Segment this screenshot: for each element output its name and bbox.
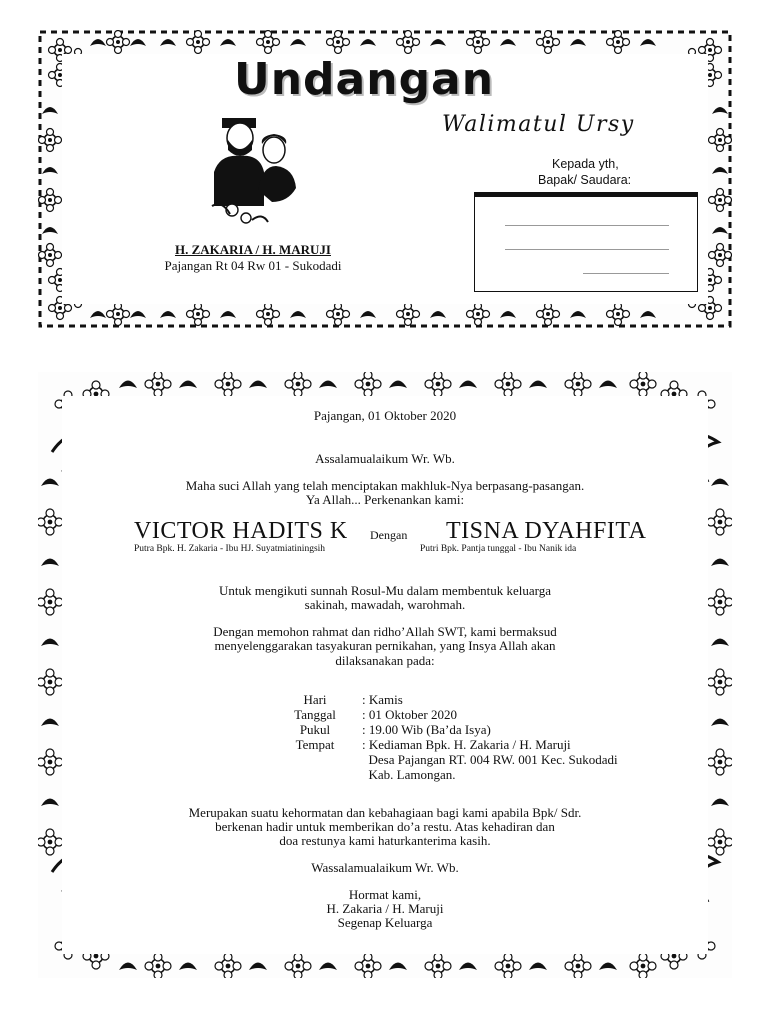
closing-greeting: Wassalamualaikum Wr. Wb. [311,860,459,875]
opening-greeting: Assalamualaikum Wr. Wb. [315,451,455,466]
detail-label: Hari [303,692,327,707]
detail-value: : 01 Oktober 2020 [362,707,457,722]
recipient-line-1: Kepada yth, [552,157,619,171]
address-line [583,273,669,274]
invitation-envelope-card [38,30,732,328]
detail-value: : Kamis [362,692,403,707]
purpose-line-2: sakinah, mawadah, warohmah. [304,597,466,612]
invitation-title: Undangan [234,54,495,105]
detail-label: Tempat [295,737,335,752]
event-detail-row [268,767,618,782]
invitation-letter-card [38,372,732,978]
detail-value: : Kediaman Bpk. H. Zakaria / H. Maruji [362,737,571,752]
recipient-line-2: Bapak/ Saudara: [538,173,632,187]
detail-label: Tanggal [294,707,336,722]
detail-value: Desa Pajangan RT. 004 RW. 001 Kec. Sukodadi [362,752,618,767]
detail-value: Kab. Lamongan. [362,767,456,782]
couple-connector: Dengan [370,528,408,542]
address-line [505,249,669,250]
host-names: H. ZAKARIA / H. MARUJI [174,242,331,257]
intro-line-2: Ya Allah... Perkenankan kami: [305,492,465,507]
event-detail-row [268,707,618,722]
closing-line-1: Merupakan suatu kehormatan dan kebahagiaan bagi kami apabila Bpk/ Sdr. [188,805,582,820]
detail-label: Pukul [299,722,331,737]
recipient-salutation [538,156,631,188]
address-line [505,225,669,226]
event-detail-row [268,752,618,767]
intro-line-1: Maha suci Allah yang telah menciptakan makhluk-Nya berpasang-pasangan. [185,478,585,493]
detail-label [268,767,362,782]
request-line-3: dilaksanakan pada: [335,653,435,668]
detail-label [268,752,362,767]
host-address: Pajangan Rt 04 Rw 01 - Sukodadi [164,258,342,273]
bride-name: TISNA DYAHFITA [446,518,647,544]
purpose-line-1: Untuk mengikuti sunnah Rosul-Mu dalam membentuk keluarga [219,583,551,598]
invitation-subtitle: Walimatul Ursy [442,112,635,137]
place-and-date: Pajangan, 01 Oktober 2020 [313,408,457,423]
closing-line-2: berkenan hadir untuk memberikan do’a restu. Atas kehadiran dan [215,819,555,834]
recipient-address-box [474,192,698,292]
signoff: Hormat kami, [348,887,422,902]
couple-illustration [202,110,302,228]
event-detail-row [268,692,618,707]
signature-family: Segenap Keluarga [337,915,433,930]
event-detail-row [268,722,618,737]
detail-value: : 19.00 Wib (Ba’da Isya) [362,722,491,737]
groom-parents: Putra Bpk. H. Zakaria - Ibu HJ. Suyatmiatiningsih [134,544,326,554]
event-details [268,692,618,782]
request-line-2: menyelenggarakan tasyakuran pernikahan, yang Insya Allah akan [214,638,556,653]
signature-names: H. Zakaria / H. Maruji [326,901,444,916]
closing-line-3: doa restunya kami haturkanterima kasih. [279,833,491,848]
event-detail-row [268,737,618,752]
request-line-1: Dengan memohon rahmat dan ridho’Allah SWT, kami bermaksud [213,624,557,639]
bride-parents: Putri Bpk. Pantja tunggal - Ibu Nanik ida [420,544,577,554]
groom-name: VICTOR HADITS K [134,518,348,544]
